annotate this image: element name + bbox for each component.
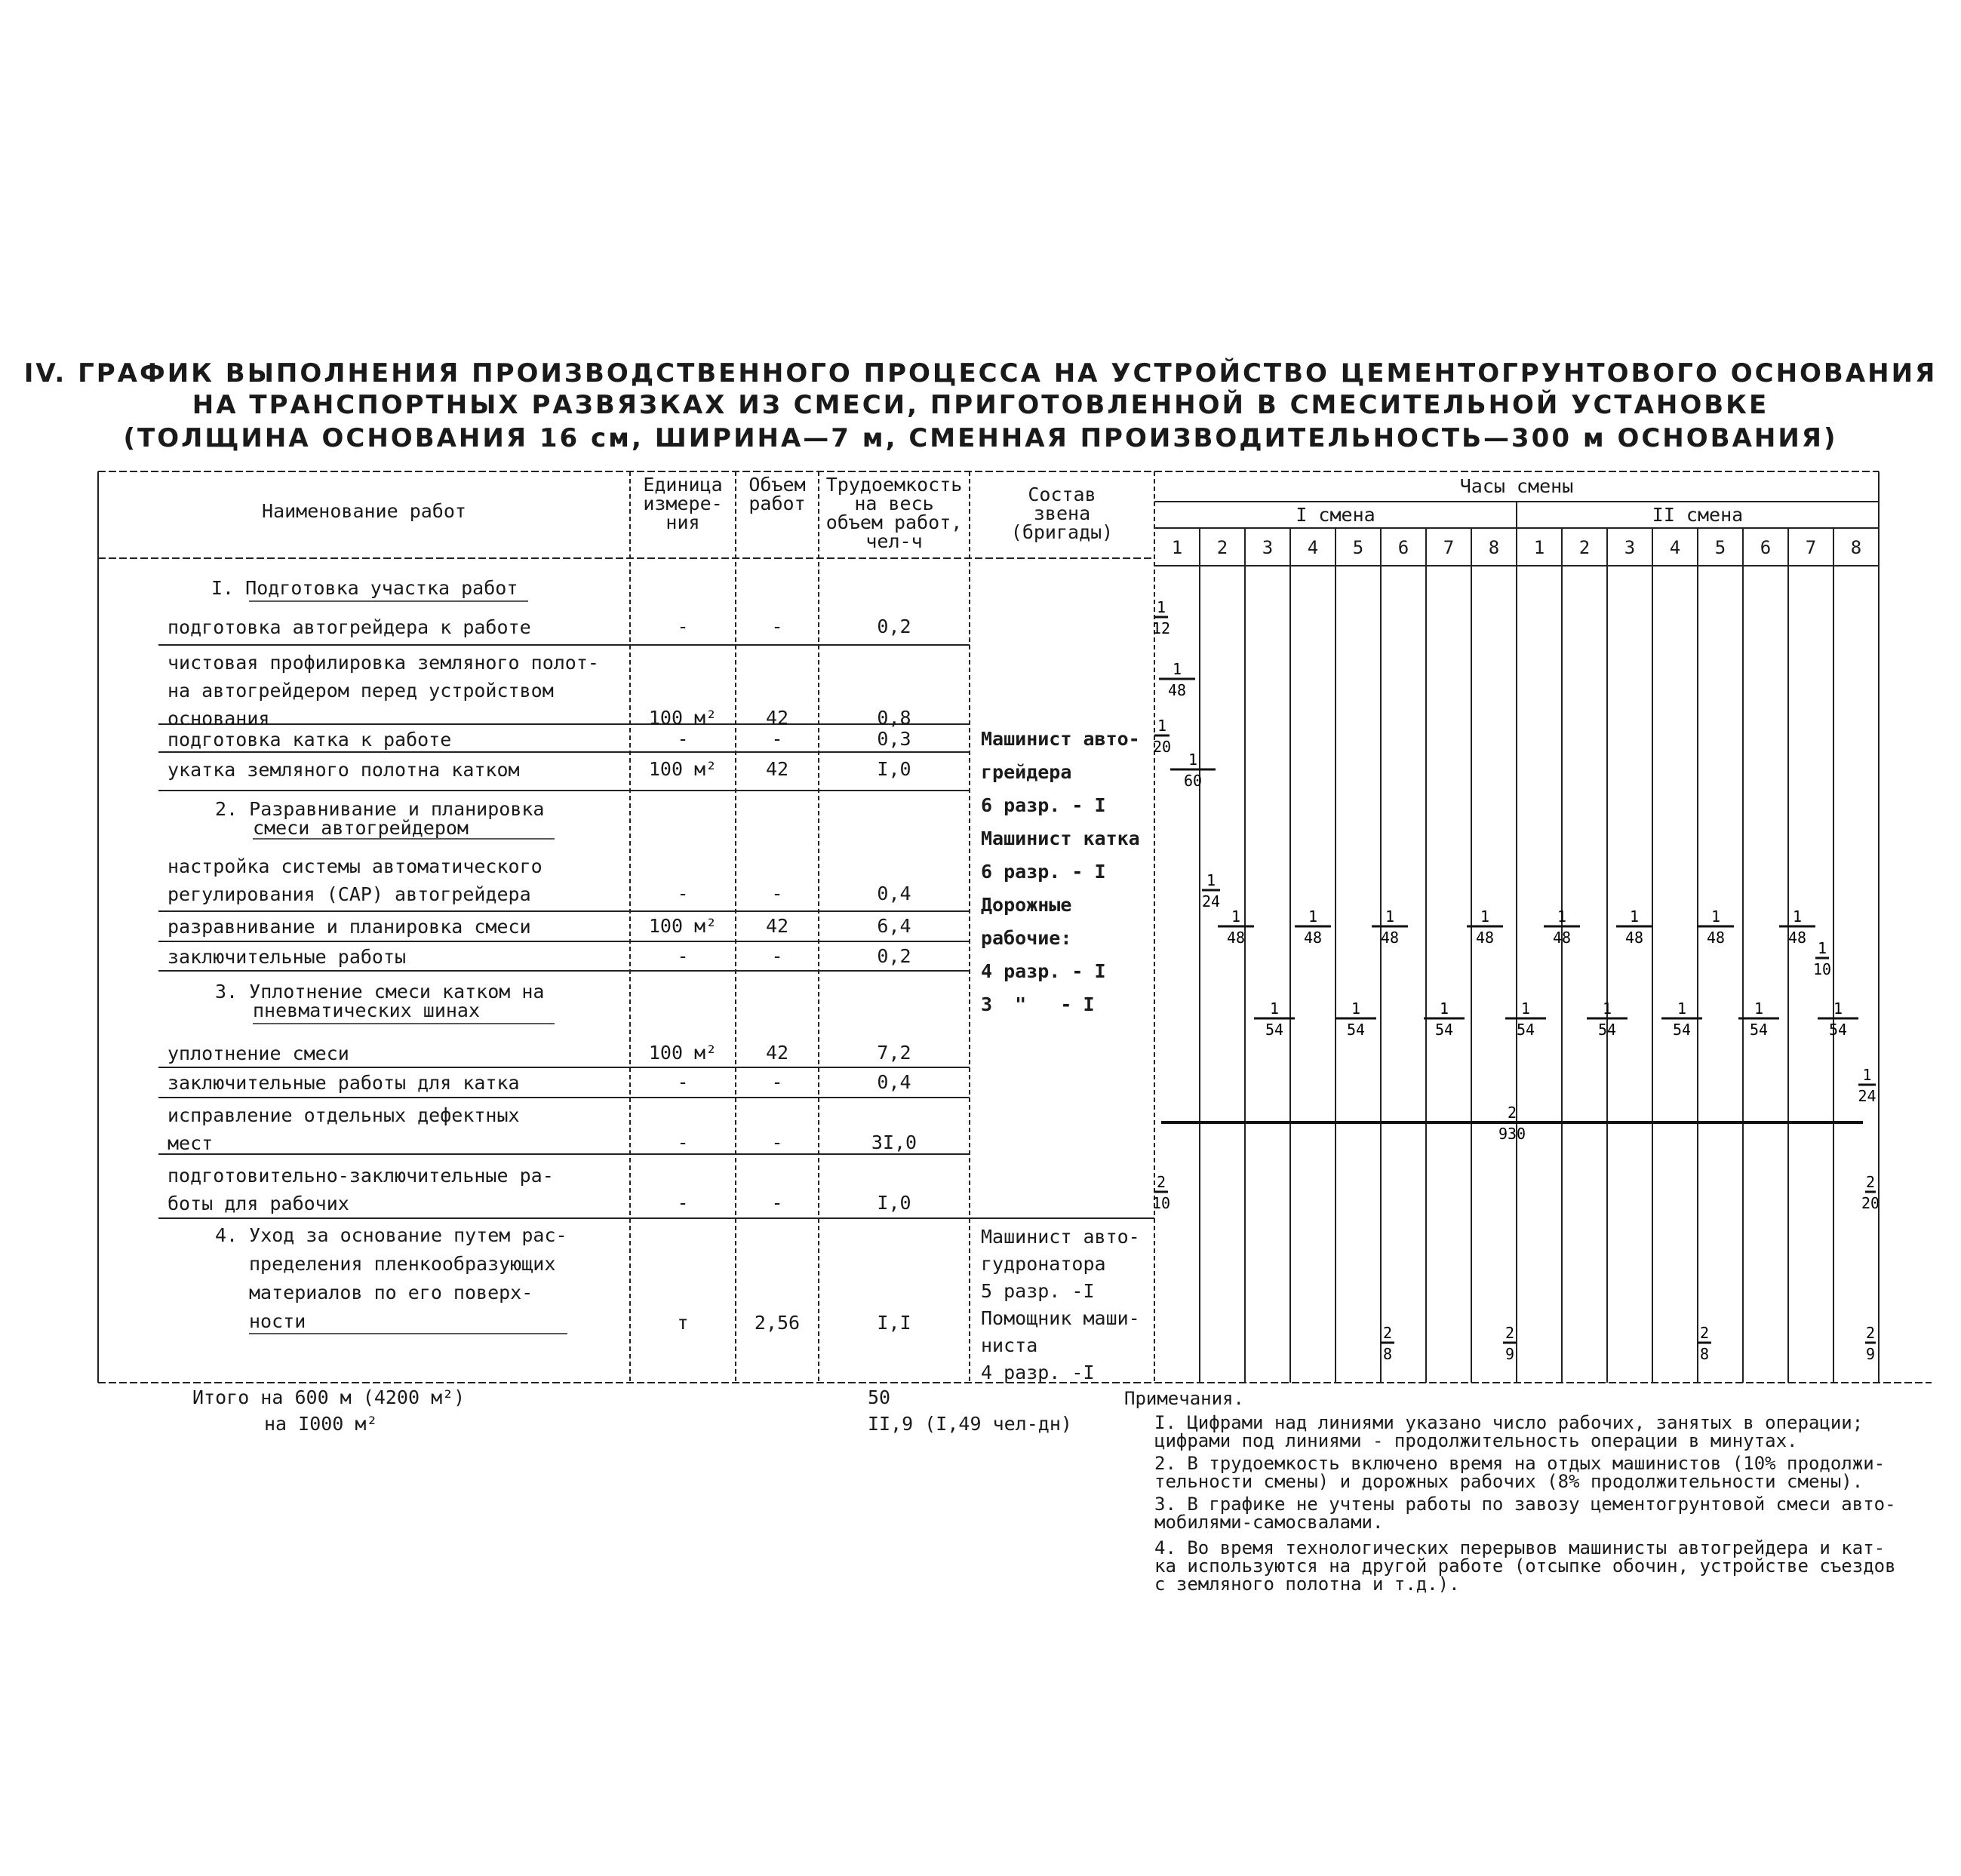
gantt-bar-workers: 2 [1156,1173,1166,1191]
row-unit: 100 м² [648,758,718,780]
gantt-bar-minutes: 48 [1167,681,1187,699]
gantt-bar-minutes: 20 [1861,1194,1880,1212]
header-shift-1: I смена [1296,504,1375,526]
crew-line: гудронатора [981,1253,1106,1275]
row-volume: - [771,1131,783,1153]
hour-number: 8 [1850,537,1862,558]
row-volume: - [771,883,783,904]
row-labor: 7,2 [877,1042,911,1064]
gantt-bar-minutes: 8 [1699,1345,1710,1363]
crew-line: Машинист авто- [981,728,1140,750]
gantt-bar-workers: 1 [1602,999,1612,1018]
hour-number: 6 [1760,537,1772,558]
crew-line: Машинист катка [981,827,1140,849]
gantt-bar-minutes: 48 [1552,929,1572,947]
gantt-bar-minutes: 54 [1597,1021,1617,1039]
row-work-name: заключительные работы для катка [168,1072,520,1094]
gantt-bar-minutes: 54 [1672,1021,1692,1039]
gantt-bar-workers: 1 [1677,999,1687,1018]
crew-line: 5 разр. -I [981,1280,1095,1302]
gantt-bar-workers: 1 [1172,660,1182,678]
section-2-heading-b: смеси автогрейдером [253,817,469,839]
header-crew: Состав звена (бригады) [1010,484,1114,543]
gantt-bar-minutes: 54 [1265,1021,1284,1039]
header-shift-2: II смена [1652,504,1744,526]
gantt-bar-workers: 2 [1865,1324,1876,1342]
gantt-bar-minutes: 930 [1498,1125,1526,1143]
gantt-bar-minutes: 48 [1226,929,1246,947]
gantt-bar-workers: 1 [1833,999,1843,1018]
crew-line: 6 разр. - I [981,861,1106,883]
hour-number: 7 [1805,537,1817,558]
row-labor: 0,4 [877,1071,911,1093]
gantt-bar-workers: 1 [1156,598,1166,616]
gantt-bar-workers: 1 [1557,907,1567,926]
row-unit: 100 м² [648,1042,718,1064]
row-labor: 0,4 [877,883,911,904]
header-labor: Трудоемкость на весь объем работ, чел-ч [825,474,963,552]
gantt-bar-minutes: 24 [1201,892,1221,910]
gantt-bar-workers: 1 [1710,907,1721,926]
row-unit: - [677,728,689,750]
row-work-name: подготовка катка к работе [168,729,452,751]
section-3-heading-b: пневматических шинах [253,999,481,1021]
gantt-bar-minutes: 48 [1706,929,1726,947]
row-labor: 0,2 [877,945,911,967]
gantt-bar-workers: 1 [1308,907,1318,926]
row-labor: 6,4 [877,915,911,937]
row-volume: - [771,945,783,967]
row-labor: I,0 [877,758,911,780]
gantt-bar-workers: 1 [1157,717,1167,735]
gantt-bar-minutes: 48 [1624,929,1644,947]
hour-number: 1 [1171,537,1183,558]
section-4-heading-b: пределения пленкообразующих [249,1253,556,1275]
section-1-heading: I. Подготовка участка работ [211,577,518,599]
gantt-bar-minutes: 24 [1858,1087,1876,1105]
gantt-bar-workers: 2 [1865,1173,1876,1191]
gantt-bar-workers: 2 [1507,1104,1517,1122]
hour-number: 3 [1624,537,1636,558]
row-work-name: подготовительно-заключительные ра- боты для рабочих [168,1165,554,1214]
gantt-bar-minutes: 9 [1865,1345,1876,1363]
header-unit: Единица измере- ния [643,474,723,533]
row-volume: - [771,728,783,750]
row-labor: I,I [877,1312,911,1334]
gantt-bar-minutes: 48 [1787,929,1807,947]
header-hours: Часы смены [1459,475,1574,497]
row-unit: - [677,1131,689,1153]
crew-line: ниста [981,1334,1038,1356]
crew-line: 4 разр. -I [981,1362,1095,1383]
section-4-heading-a: 4. Уход за основание путем рас- [215,1224,567,1246]
row-work-name: заключительные работы [168,946,407,968]
row-volume: 42 [765,758,789,780]
gantt-bar-workers: 1 [1231,907,1241,926]
note-4: 4. Во время технологических перерывов машинисты автогрейдера и кат- ка используются на другой работе (отсыпке обочин, устройстве съездов с земляного полотна и т.д.). [1154,1537,1896,1595]
gantt-bar-workers: 1 [1817,939,1827,957]
row-volume: 2,56 [754,1312,801,1334]
note-3: 3. В графике не учтены работы по завозу цементогрунтовой смеси авто- мобилями-самосвалами. [1154,1494,1896,1533]
gantt-bar-workers: 1 [1206,871,1216,889]
row-labor: 3I,0 [871,1131,917,1153]
gantt-bar-workers: 1 [1439,999,1449,1018]
row-work-name: подготовка автогрейдера к работе [168,616,531,638]
row-volume: - [771,1192,783,1214]
crew-line: рабочие: [981,927,1072,949]
row-unit: 100 м² [648,707,718,729]
section-3-heading-a: 3. Уплотнение смеси катком на [215,981,545,1002]
crew-line: 6 разр. - I [981,794,1106,816]
hour-number: 7 [1443,537,1455,558]
row-work-name: чистовая профилировка земляного полот- на автогрейдером перед устройством основания [168,652,599,729]
header-name: Наименование работ [262,500,466,522]
gantt-bar-minutes: 60 [1183,772,1203,790]
gantt-bar-minutes: 54 [1749,1021,1769,1039]
row-volume: - [771,616,783,637]
row-labor: 0,3 [877,728,911,750]
gantt-bar-minutes: 48 [1380,929,1400,947]
crew-line: Машинист авто- [981,1226,1140,1248]
title-line-2: НА ТРАНСПОРТНЫХ РАЗВЯЗКАХ ИЗ СМЕСИ, ПРИГОТОВЛЕННОЙ В СМЕСИТЕЛЬНОЙ УСТАНОВКЕ [192,390,1769,420]
note-1: I. Цифрами над линиями указано число рабочих, занятых в операции; цифрами под линиями - продолжительность операции в минутах. [1154,1412,1864,1451]
crew-line: Помощник маши- [981,1307,1140,1329]
gantt-bar-minutes: 10 [1151,1194,1171,1212]
row-volume: 42 [765,915,789,937]
gantt-bar-minutes: 48 [1475,929,1495,947]
crew-line: грейдера [981,761,1072,783]
title-line-3: (ТОЛЩИНА ОСНОВАНИЯ 16 см, ШИРИНА—7 м, СМЕННАЯ ПРОИЗВОДИТЕЛЬНОСТЬ—300 м ОСНОВАНИЯ) [123,423,1838,453]
gantt-bar-workers: 1 [1792,907,1803,926]
section-4-heading-c: материалов по его поверх- [249,1282,533,1303]
row-volume: 42 [765,707,789,729]
gantt-bar-workers: 1 [1188,751,1198,769]
section-2-heading-a: 2. Разравнивание и планировка [215,798,545,820]
gantt-bar-minutes: 9 [1505,1345,1515,1363]
row-unit: - [677,1192,689,1214]
row-work-name: укатка земляного полотна катком [168,759,520,781]
crew-line: 4 разр. - I [981,960,1106,982]
hour-number: 1 [1533,537,1545,558]
gantt-bar-minutes: 54 [1346,1021,1366,1039]
hour-number: 4 [1669,537,1681,558]
title-line-1: IV. ГРАФИК ВЫПОЛНЕНИЯ ПРОИЗВОДСТВЕННОГО ПРОЦЕССА НА УСТРОЙСТВО ЦЕМЕНТОГРУНТОВОГО ОСНОВАНИЯ [23,358,1938,388]
notes-title: Примечания. [1124,1388,1244,1409]
hour-number: 6 [1397,537,1409,558]
gantt-bar-workers: 1 [1754,999,1764,1018]
gantt-bar-workers: 1 [1351,999,1361,1018]
hour-number: 4 [1307,537,1319,558]
row-labor: 0,2 [877,616,911,637]
row-unit: т [677,1312,689,1334]
gantt-bar-workers: 1 [1269,999,1280,1018]
gantt-bar-workers: 1 [1520,999,1531,1018]
hour-number: 5 [1352,537,1364,558]
gantt-bar-workers: 2 [1505,1324,1515,1342]
total-label-2: на I000 м² [264,1413,378,1435]
row-work-name: настройка системы автоматического регулирования (САР) автогрейдера [168,855,543,905]
gantt-bar-minutes: 10 [1812,960,1832,978]
row-labor: I,0 [877,1192,911,1214]
gantt-bar-minutes: 54 [1434,1021,1454,1039]
gantt-bar-minutes: 12 [1151,619,1171,637]
crew-line: 3 " - I [981,993,1095,1015]
gantt-bar-minutes: 54 [1828,1021,1848,1039]
row-unit: - [677,1071,689,1093]
total-label-1: Итого на 600 м (4200 м²) [192,1386,466,1408]
crew-line: Дорожные [981,894,1072,916]
row-volume: - [771,1071,783,1093]
gantt-bar-workers: 1 [1629,907,1640,926]
hour-number: 5 [1714,537,1726,558]
gantt-bar-workers: 1 [1385,907,1395,926]
hour-number: 2 [1216,537,1228,558]
header-volume: Объем работ [748,474,806,514]
row-unit: - [677,616,689,637]
hour-number: 2 [1578,537,1591,558]
row-labor: 0,8 [877,707,911,729]
row-unit: - [677,883,689,904]
gantt-bar-workers: 2 [1382,1324,1393,1342]
row-unit: - [677,945,689,967]
row-work-name: уплотнение смеси [168,1042,349,1064]
gantt-bar-workers: 1 [1480,907,1490,926]
gantt-bar-minutes: 54 [1516,1021,1535,1039]
gantt-bar-minutes: 48 [1303,929,1323,947]
section-4-heading-d: ности [249,1310,306,1332]
hour-number: 8 [1488,537,1500,558]
row-unit: 100 м² [648,915,718,937]
row-work-name: исправление отдельных дефектных мест [168,1104,520,1154]
row-work-name: разравнивание и планировка смеси [168,916,531,938]
gantt-bar-workers: 1 [1862,1066,1872,1084]
total-value-2: II,9 (I,49 чел-дн) [868,1413,1072,1435]
gantt-bar-minutes: 20 [1152,738,1172,756]
note-2: 2. В трудоемкость включено время на отдых машинистов (10% продолжи- тельности смены) и дорожных рабочих (8% продолжительности смены). [1154,1453,1886,1492]
row-volume: 42 [765,1042,789,1064]
hour-number: 3 [1262,537,1274,558]
total-value-1: 50 [868,1386,891,1408]
gantt-bar-minutes: 8 [1382,1345,1393,1363]
gantt-bar-workers: 2 [1699,1324,1710,1342]
